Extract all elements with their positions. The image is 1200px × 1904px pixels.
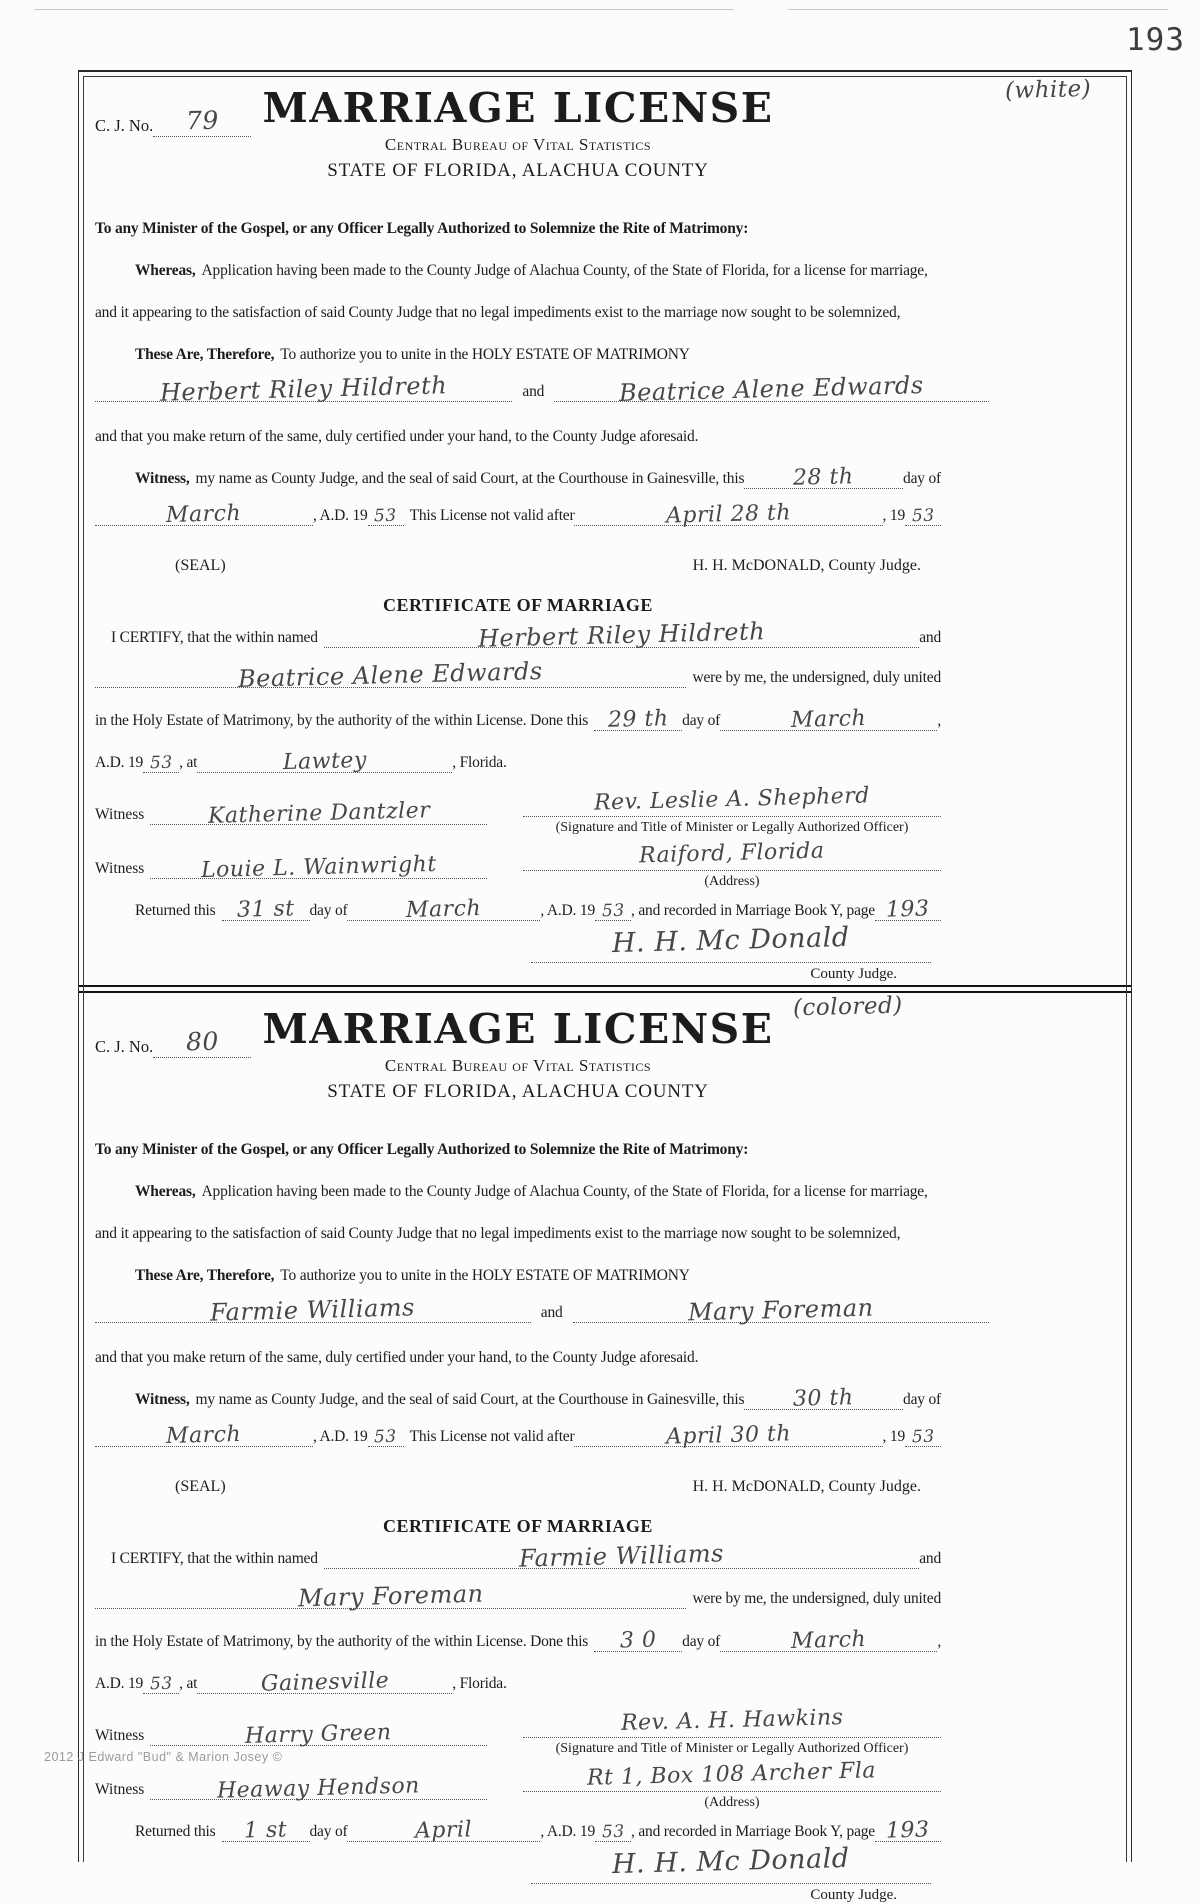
cert-bride-handwritten: Mary Foreman — [297, 1579, 484, 1613]
book-page-handwritten: 193 — [885, 1817, 931, 1844]
cj-number-line — [153, 1026, 251, 1058]
returned-month-handwritten: April — [415, 1817, 473, 1844]
therefore-line — [95, 1267, 941, 1285]
witness-lead: Witness, — [135, 470, 190, 487]
witness1-segment — [150, 1720, 487, 1749]
valid-after-segment — [574, 1421, 882, 1450]
bureau-line: Central Bureau of Vital Statistics — [384, 1056, 652, 1075]
signature-caption: (Signature and Title of Minister or Legally Authorized Officer) — [555, 1741, 909, 1756]
and-label: and — [522, 383, 545, 400]
done-place-segment — [197, 747, 452, 776]
done-year-segment — [143, 754, 179, 773]
address-caption: (Address) — [704, 1795, 760, 1810]
therefore-text: To authorize you to unite in the HOLY ESTATE OF MATRIMONY — [280, 346, 690, 363]
cert-groom-segment — [324, 1539, 919, 1573]
issued-day-line — [744, 1385, 903, 1412]
judge-signature-line — [531, 1842, 931, 1884]
issued-year-handwritten: 53 — [374, 1426, 398, 1448]
witness-label: Witness — [95, 806, 145, 823]
license-header — [79, 993, 1131, 1115]
and-label: and — [919, 1550, 941, 1567]
officiant-address-line — [523, 1758, 941, 1792]
officiant-signature-handwritten: Rev. A. H. Hawkins — [620, 1705, 844, 1736]
valid-after-handwritten: April 30 th — [665, 1421, 792, 1450]
officiant-address-handwritten: Raiford, Florida — [638, 838, 826, 869]
returned-day-segment — [222, 896, 310, 923]
cj-number-line — [153, 105, 251, 137]
watermark: 2012 J Edward "Bud" & Marion Josey © — [44, 1750, 283, 1764]
judge-signature-block — [95, 921, 941, 983]
document-border — [78, 70, 1132, 1903]
whereas-lead: Whereas, — [135, 1183, 196, 1200]
certify-lead: I CERTIFY, that the within named — [111, 629, 318, 646]
book-page-segment — [875, 896, 941, 923]
valid-year-segment — [905, 1428, 941, 1447]
bride-name-handwritten: Beatrice Alene Edwards — [618, 371, 925, 407]
whereas-text: Application having been made to the County Judge of Alachua County, of the State of Florida, for a license for marriage, — [201, 262, 928, 279]
officiant-signature-line — [523, 1705, 941, 1738]
valid-after-segment — [574, 500, 882, 529]
cj-number — [95, 105, 251, 137]
book-page-segment — [875, 1817, 941, 1844]
done-year-handwritten: 53 — [149, 752, 173, 774]
bride-name-handwritten: Mary Foreman — [687, 1293, 874, 1327]
united-text: were by me, the undersigned, duly united — [692, 669, 941, 686]
ad19-label: , A.D. 19 — [540, 902, 595, 919]
impediments-line: and it appearing to the satisfaction of said County Judge that no legal impediments exist to the marriage now sought to be solemnized, — [95, 1225, 901, 1242]
witness1-segment — [150, 798, 487, 829]
florida-label: , Florida. — [452, 1675, 507, 1692]
witness1-row — [95, 783, 941, 836]
book-page-handwritten: 193 — [885, 896, 931, 923]
witness2-segment — [150, 851, 487, 884]
witness2-handwritten: Louie L. Wainwright — [200, 851, 437, 884]
officiant-address-block — [523, 838, 941, 890]
returned-month-segment — [347, 1817, 540, 1844]
cert-groom-segment — [324, 617, 919, 653]
issued-month-line — [95, 1421, 941, 1458]
seal-line — [95, 1478, 941, 1496]
seal-line — [95, 557, 941, 575]
issued-year-handwritten: 53 — [374, 505, 398, 527]
cj-number-label: C. J. No. — [95, 116, 154, 135]
done-month-handwritten: March — [790, 1627, 867, 1654]
valid-after-handwritten: April 28 th — [665, 500, 792, 529]
ad19-label: A.D. 19 — [95, 754, 144, 771]
valid-year-handwritten: 53 — [911, 1426, 935, 1448]
done-month-segment — [720, 1627, 937, 1654]
holy-estate-line — [95, 1627, 941, 1659]
seal-label: (SEAL) — [175, 1478, 226, 1495]
therefore-line — [95, 346, 941, 364]
done-year-segment — [143, 1675, 179, 1694]
scan-artifact-line — [34, 9, 734, 10]
witness2-left — [95, 846, 487, 884]
marriage-license-form-1 — [79, 72, 1131, 983]
judge-printed-name: H. H. McDONALD, County Judge. — [692, 557, 921, 574]
cj-number — [95, 1026, 251, 1058]
whereas-line — [95, 262, 941, 280]
issued-month-segment — [95, 1422, 313, 1449]
cert-groom-handwritten: Herbert Riley Hildreth — [477, 617, 766, 653]
and-label: and — [540, 1304, 563, 1321]
comma19-label: , 19 — [882, 507, 905, 524]
certificate-title: CERTIFICATE OF MARRIAGE — [383, 595, 653, 615]
witness-lead: Witness, — [135, 1391, 190, 1408]
certify-line — [95, 617, 941, 658]
cert-bride-segment — [95, 657, 686, 693]
ad19-label: A.D. 19 — [95, 1675, 144, 1692]
judge-signature-handwritten: H. H. Mc Donald — [611, 921, 851, 960]
witness-text: my name as County Judge, and the seal of said Court, at the Courthouse in Gainesville, this — [195, 470, 745, 487]
at-label: , at — [179, 1675, 198, 1692]
impediments-line: and it appearing to the satisfaction of said County Judge that no legal impediments exist to the marriage now sought to be solemnized, — [95, 304, 901, 321]
returned-year-handwritten: 53 — [601, 900, 625, 922]
cert-bride-handwritten: Beatrice Alene Edwards — [238, 657, 544, 693]
witness2-row — [95, 1758, 941, 1811]
not-valid-label: This License not valid after — [409, 507, 575, 524]
witness1-handwritten: Harry Green — [245, 1720, 393, 1749]
witness1-handwritten: Katherine Dantzler — [207, 798, 431, 829]
day-of-label: day of — [903, 470, 941, 487]
returned-lead: Returned this — [135, 902, 216, 919]
done-month-handwritten: March — [790, 706, 867, 733]
return-instruction-line: and that you make return of the same, duly certified under your hand, to the County Judge aforesaid. — [95, 428, 699, 445]
officiant-signature-block — [523, 1705, 941, 1757]
page-number: 193 — [1126, 22, 1185, 58]
cert-bride-line — [95, 1579, 941, 1619]
valid-year-segment — [905, 507, 941, 526]
officiant-address-handwritten: Rt 1, Box 108 Archer Fla — [587, 1758, 877, 1791]
cj-number-label: C. J. No. — [95, 1037, 154, 1056]
groom-name-line — [95, 1293, 531, 1327]
therefore-text: To authorize you to unite in the HOLY ESTATE OF MATRIMONY — [280, 1267, 690, 1284]
returned-year-handwritten: 53 — [601, 1821, 625, 1843]
judge-printed-name: H. H. McDONALD, County Judge. — [692, 1478, 921, 1495]
returned-day-segment — [222, 1817, 310, 1844]
valid-year-handwritten: 53 — [911, 505, 935, 527]
recorded-text: , and recorded in Marriage Book Y, page — [631, 902, 875, 919]
bureau-line: Central Bureau of Vital Statistics — [384, 135, 652, 154]
issued-day-handwritten: 28 th — [793, 464, 855, 491]
day-of-label: day of — [903, 1391, 941, 1408]
certify-lead: I CERTIFY, that the within named — [111, 1550, 318, 1567]
issued-day-line — [744, 464, 903, 491]
at-label: , at — [179, 754, 198, 771]
not-valid-label: This License not valid after — [409, 1428, 575, 1445]
issued-day-handwritten: 30 th — [793, 1385, 855, 1412]
ad19-label: , A.D. 19 — [313, 1428, 368, 1445]
form-title: MARRIAGE LICENSE — [262, 1005, 774, 1053]
bride-name-line — [554, 371, 989, 407]
witness2-left — [95, 1767, 487, 1804]
groom-name-handwritten: Herbert Riley Hildreth — [159, 371, 448, 407]
groom-name-line — [95, 371, 512, 407]
certify-line — [95, 1539, 941, 1579]
issued-year-segment — [368, 507, 404, 526]
done-place-segment — [197, 1668, 452, 1697]
form-title: MARRIAGE LICENSE — [262, 84, 774, 132]
officiant-signature-line — [523, 783, 941, 817]
witness1-left — [95, 1713, 487, 1749]
comma-label: , — [937, 712, 941, 729]
whereas-text: Application having been made to the County Judge of Alachua County, of the State of Florida, for a license for marriage, — [201, 1183, 928, 1200]
marriage-license-form-2 — [79, 993, 1131, 1904]
salutation-line: To any Minister of the Gospel, or any Officer Legally Authorized to Solemnize the Rite of Matrimony: — [95, 1141, 749, 1158]
county-judge-caption: County Judge. — [810, 966, 897, 982]
cj-number-value-handwritten: 79 — [185, 105, 219, 136]
witness-label: Witness — [95, 860, 145, 877]
done-year-handwritten: 53 — [149, 1673, 173, 1695]
recorded-text: , and recorded in Marriage Book Y, page — [631, 1823, 875, 1840]
done-day-handwritten: 3 0 — [619, 1627, 657, 1654]
done-day-segment — [594, 706, 682, 733]
officiant-signature-handwritten: Rev. Leslie A. Shepherd — [593, 783, 871, 816]
returned-lead: Returned this — [135, 1823, 216, 1840]
witness-label: Witness — [95, 1727, 145, 1744]
state-county-line: STATE OF FLORIDA, ALACHUA COUNTY — [327, 1081, 709, 1102]
witness2-segment — [150, 1773, 487, 1804]
therefore-lead: These Are, Therefore, — [135, 1267, 275, 1284]
county-judge-caption: County Judge. — [810, 1887, 897, 1903]
whereas-lead: Whereas, — [135, 262, 196, 279]
scan-artifact-line — [788, 9, 1168, 10]
witness-text: my name as County Judge, and the seal of said Court, at the Courthouse in Gainesville, this — [195, 1391, 745, 1408]
returned-day-handwritten: 31 st — [236, 896, 295, 923]
signature-caption: (Signature and Title of Minister or Legally Authorized Officer) — [555, 820, 909, 835]
done-month-segment — [720, 706, 937, 733]
cert-groom-handwritten: Farmie Williams — [518, 1539, 725, 1573]
florida-label: , Florida. — [452, 754, 507, 771]
returned-month-handwritten: March — [406, 896, 482, 923]
race-annotation-handwritten: (white) — [1004, 75, 1092, 105]
issued-month-handwritten: March — [166, 501, 242, 528]
and-label: and — [919, 629, 941, 646]
comma-label: , — [937, 1633, 941, 1650]
witness-issued-line — [95, 1385, 941, 1412]
license-header — [79, 72, 1131, 194]
issued-month-handwritten: March — [166, 1422, 242, 1449]
form-body — [95, 220, 941, 983]
day-of-label: day of — [309, 902, 348, 919]
ad19-label: , A.D. 19 — [313, 507, 368, 524]
done-day-handwritten: 29 th — [607, 706, 669, 733]
certificate-title: CERTIFICATE OF MARRIAGE — [383, 1516, 653, 1536]
holy-text: in the Holy Estate of Matrimony, by the authority of the within License. Done this — [95, 712, 589, 729]
witness1-left — [95, 792, 487, 829]
form-body — [95, 1141, 941, 1904]
done-place-handwritten: Gainesville — [260, 1668, 390, 1697]
address-caption: (Address) — [704, 874, 760, 889]
witness-label: Witness — [95, 1781, 145, 1798]
returned-year-segment — [595, 902, 631, 921]
day-of-label: day of — [682, 1633, 721, 1650]
whereas-line — [95, 1183, 941, 1201]
couple-names-line — [95, 1293, 941, 1333]
cert-bride-line — [95, 657, 941, 698]
officiant-address-block — [523, 1758, 941, 1811]
issued-month-segment — [95, 501, 313, 528]
witness-issued-line — [95, 464, 941, 491]
officiant-address-line — [523, 838, 941, 871]
holy-estate-line — [95, 706, 941, 738]
returned-year-segment — [595, 1823, 631, 1842]
place-line — [95, 747, 941, 782]
judge-signature-handwritten: H. H. Mc Donald — [611, 1842, 851, 1881]
witness2-row — [95, 838, 941, 890]
returned-month-segment — [347, 896, 540, 923]
comma19-label: , 19 — [882, 1428, 905, 1445]
holy-text: in the Holy Estate of Matrimony, by the authority of the within License. Done this — [95, 1633, 589, 1650]
cert-bride-segment — [95, 1579, 686, 1613]
day-of-label: day of — [309, 1823, 348, 1840]
cj-number-value-handwritten: 80 — [185, 1026, 219, 1057]
issued-year-segment — [368, 1428, 404, 1447]
return-instruction-line: and that you make return of the same, duly certified under your hand, to the County Judge aforesaid. — [95, 1349, 699, 1366]
place-line — [95, 1668, 941, 1703]
done-place-handwritten: Lawtey — [282, 747, 367, 776]
state-county-line: STATE OF FLORIDA, ALACHUA COUNTY — [327, 160, 709, 181]
bride-name-line — [573, 1293, 989, 1327]
united-text: were by me, the undersigned, duly united — [692, 1590, 941, 1607]
judge-signature-line — [531, 921, 931, 963]
issued-month-line — [95, 500, 941, 537]
ad19-label: , A.D. 19 — [540, 1823, 595, 1840]
day-of-label: day of — [682, 712, 721, 729]
done-day-segment — [594, 1627, 682, 1654]
couple-names-line — [95, 371, 941, 412]
returned-day-handwritten: 1 st — [243, 1817, 288, 1844]
therefore-lead: These Are, Therefore, — [135, 346, 275, 363]
groom-name-handwritten: Farmie Williams — [210, 1293, 416, 1327]
witness2-handwritten: Heaway Hendson — [216, 1773, 421, 1804]
section-divider — [79, 985, 1131, 993]
race-annotation-handwritten: (colored) — [792, 992, 904, 1022]
officiant-signature-block — [523, 783, 941, 836]
salutation-line: To any Minister of the Gospel, or any Officer Legally Authorized to Solemnize the Rite of Matrimony: — [95, 220, 749, 237]
seal-label: (SEAL) — [175, 557, 226, 574]
judge-signature-block — [95, 1842, 941, 1904]
